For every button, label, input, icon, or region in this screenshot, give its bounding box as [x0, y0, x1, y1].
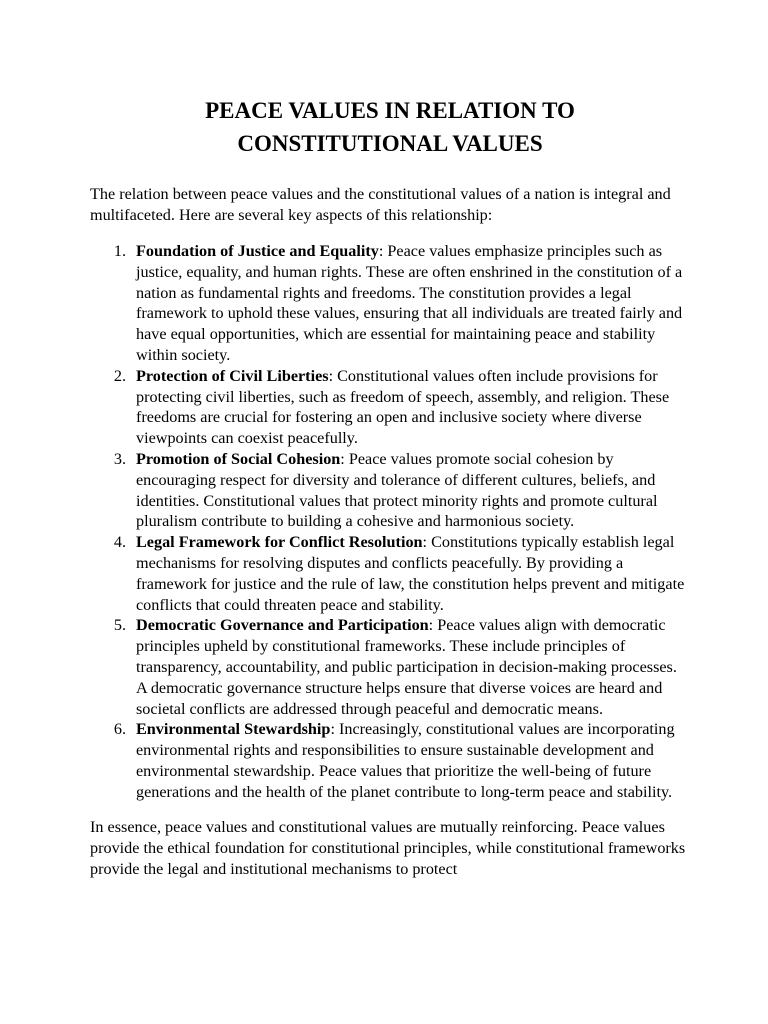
- list-item: [90, 366, 690, 449]
- list-item-text: : Constitutions typically establish legal mechanisms for resolving disputes and conflicts peacefully. By providing a framework for justice and the rule of law, the constitution helps prevent and mitigate conflicts that could threaten peace and stability.: [136, 533, 685, 614]
- list-item-heading: Environmental Stewardship: [136, 720, 331, 739]
- closing-paragraph: In essence, peace values and constitutional values are mutually reinforcing. Peace values provide the ethical foundation for constitutional principles, while constitutional frameworks provide the legal and institutional mechanisms to protect: [90, 817, 686, 878]
- title-line-2: CONSTITUTIONAL VALUES: [237, 131, 543, 156]
- list-item-number: 5.: [113, 616, 126, 635]
- list-item-number: 1.: [113, 242, 126, 260]
- list-item-number: 6.: [113, 720, 126, 739]
- list-item-text: : Constitutional values often include provisions for protecting civil liberties, such as freedom of speech, assembly, and religion. These freedoms are crucial for fostering an open and inclusive society where diverse viewpoints can coexist peacefully.: [136, 366, 670, 448]
- title-line-1: PEACE VALUES IN RELATION TO: [205, 98, 575, 123]
- list-item-number: 2.: [113, 366, 126, 385]
- list-item-number: 4.: [113, 533, 126, 552]
- list-item-text: : Peace values promote social cohesion by encouraging respect for diversity and tolerance of different cultures, beliefs, and identities. Constitutional values that protect minority rights and promote cultural pluralism contribute to building a cohesive and harmonious society.: [136, 449, 658, 531]
- list-item: [90, 719, 690, 802]
- list-item: [90, 241, 690, 366]
- list-item-text: : Peace values align with democratic principles upheld by constitutional frameworks. These include principles of transparency, accountability, and public participation in decision-making processes. A democratic governance structure helps ensure that diverse voices are heard and societal conflicts are addressed through peaceful and democratic means.: [136, 616, 677, 718]
- list-item-heading: Protection of Civil Liberties: [136, 366, 329, 385]
- list-item: [90, 532, 690, 615]
- list-item-text: : Increasingly, constitutional values are incorporating environmental rights and responsibilities to ensure sustainable development and environmental stewardship. Peace values that prioritize the well-being of future generations and the health of the planet contribute to long-term peace and stability.: [136, 720, 675, 801]
- list-item-number: 3.: [113, 449, 126, 468]
- list-item: [90, 449, 690, 532]
- list-item-heading: Foundation of Justice and Equality: [136, 242, 379, 260]
- intro-paragraph: The relation between peace values and the constitutional values of a nation is integral and multifaceted. Here are several key aspects of this relationship:: [90, 185, 671, 224]
- key-aspects-list: [90, 241, 690, 803]
- list-item-heading: Promotion of Social Cohesion: [136, 449, 341, 468]
- list-item-heading: Democratic Governance and Participation: [136, 616, 429, 635]
- document-page: [90, 94, 690, 880]
- document-title: [90, 94, 690, 160]
- list-item-text: : Peace values emphasize principles such as justice, equality, and human rights. These are often enshrined in the constitution of a nation as fundamental rights and freedoms. The constitution provides a legal framework to uphold these values, ensuring that all individuals are treated fairly and have equal opportunities, which are essential for maintaining peace and stability within society.: [136, 242, 683, 364]
- list-item-heading: Legal Framework for Conflict Resolution: [136, 533, 423, 552]
- list-item: [90, 615, 690, 719]
